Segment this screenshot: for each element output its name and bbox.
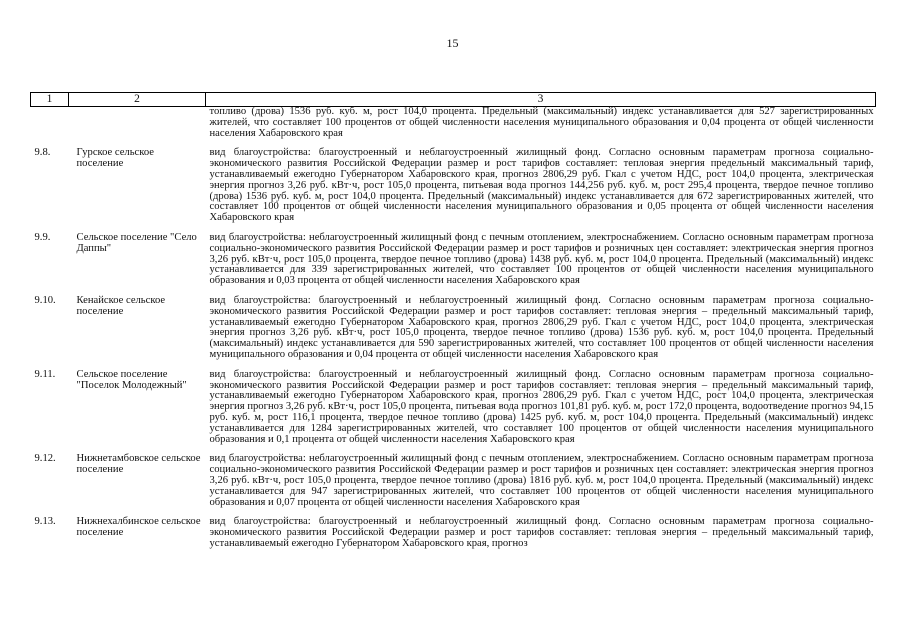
tariff-description: вид благоустройства: неблагоустроенный жилищный фонд с печным отоплением, электроснабжением. Согласно основным параметрам прогноза социально-экономического развития Российской Федерации размер и рост тарифов и розничных цен составляет: электрическая энергия прогноз 3,26 руб. кВт·ч, рост 105,0 процента, твердое печное топливо (дрова) 1438 руб. куб. м, рост 104,0 процента. Предельный (максимальный) индекс устанавливается для 339 зарегистрированных жителей, что составляет 100 процентов от общей численности населения муниципального образования и 0,03 процента от общей численности населения Хабаровского края (209, 231, 874, 287)
row-number: 9.10. (34, 294, 56, 306)
settlement-name (69, 107, 206, 149)
table-row (31, 370, 876, 455)
table-row (31, 107, 876, 149)
tariff-description: топливо (дрова) 1536 руб. куб. м, рост 104,0 процента. Предельный (максимальный) индекс устанавливается для 527 зарегистрированных жителей, что составляет 100 процентов от общей численности населения муниципального образования и 0,04 процента от общей численности населения Хабаровского края (209, 106, 874, 139)
table-row (31, 517, 876, 558)
column-header-1: 1 (31, 93, 69, 107)
tariff-description: вид благоустройства: благоустроенный и неблагоустроенный жилищный фонд. Согласно основным параметрам прогноза социально-экономического развития Российской Федерации размер и рост тарифов составляет: тепловая энергия – предельный максимальный тариф, устанавливаемый ежегодно Губернатором Хабаровского края, прогноз 2806,29 руб. Гкал с учетом НДС, рост 104,0 процента, электрическая энергия прогноз 3,26 руб. кВт·ч, рост 105,0 процента, питьевая вода прогноз 101,81 руб. куб. м, рост 172,0 процента, водоотведение прогноз 94,15 руб. куб. м, рост 116,1 процента, твердое печное топливо (дрова) 1425 руб. куб. м, рост 104,0 процента. Предельный (максимальный) индекс устанавливается для 1284 зарегистрированных жителей, что составляет 100 процентов от общей численности населения муниципального образования и 0,1 процента от общей численности населения Хабаровского края (209, 368, 874, 445)
settlement-name: Нижнетамбовское сельское поселение (76, 453, 201, 476)
table-row (31, 454, 876, 517)
row-number: 9.13. (34, 516, 56, 528)
row-number: 9.11. (34, 368, 56, 380)
settlement-name: Сельское поселение "Поселок Молодежный" (76, 368, 187, 391)
column-header-2: 2 (69, 93, 206, 107)
table-row (31, 233, 876, 296)
row-number (31, 107, 69, 149)
settlement-name: Сельское поселение "Село Даппы" (76, 231, 197, 254)
tariff-description: вид благоустройства: благоустроенный и неблагоустроенный жилищный фонд. Согласно основным параметрам прогноза социально-экономического развития Российской Федерации размер и рост тарифов составляет: тепловая энергия – предельный максимальный тариф, устанавливаемый ежегодно Губернатором Хабаровского края, прогноз 2806,29 руб. Гкал с учетом НДС, рост 104,0 процента, электрическая энергия прогноз 3,26 руб. кВт·ч, рост 105,0 процента, твердое печное топливо (дрова) 1536 руб. куб. м, рост 104,0 процента. Предельный (максимальный) индекс устанавливается для 590 зарегистрированных жителей, что составляет 100 процентов от общей численности населения муниципального образования и 0,04 процента от общей численности населения Хабаровского края (209, 294, 874, 360)
page-number: 15 (446, 36, 459, 50)
settlement-name: Гурское сельское поселение (76, 147, 154, 170)
column-header-3: 3 (206, 93, 876, 107)
row-number: 9.8. (34, 147, 51, 159)
row-number: 9.9. (34, 231, 51, 243)
header-row (31, 93, 876, 107)
tariff-description: вид благоустройства: неблагоустроенный жилищный фонд с печным отоплением, электроснабжением. Согласно основным параметрам прогноза социально-экономического развития Российской Федерации размер и рост тарифов и розничных цен составляет: электрическая энергия прогноз 3,26 руб. кВт·ч, рост 105,0 процента, твердое печное топливо (дрова) 1816 руб. куб. м, рост 104,0 процента. Предельный (максимальный) индекс устанавливается для 947 зарегистрированных жителей, что составляет 100 процентов от общей численности населения муниципального образования и 0,07 процента от общей численности населения Хабаровского края (209, 453, 874, 508)
settlement-name: Кенайское сельское поселение (76, 294, 166, 317)
table-row (31, 296, 876, 370)
settlement-name: Нижнехалбинское сельское поселение (76, 516, 201, 539)
row-number: 9.12. (34, 453, 56, 465)
table-row (31, 148, 876, 233)
tariff-description: вид благоустройства: благоустроенный и неблагоустроенный жилищный фонд. Согласно основным параметрам прогноза социально-экономического развития Российской Федерации размер и рост тарифов составляет: тепловая энергия – предельный максимальный тариф, устанавливаемый ежегодно Губернатором Хабаровского края, прогноз (209, 516, 874, 549)
tariff-table (30, 92, 876, 559)
tariff-description: вид благоустройства: благоустроенный и неблагоустроенный жилищный фонд. Согласно основным параметрам прогноза социально-экономического развития Российской Федерации размер и рост тарифов составляет: тепловая энергия предельный максимальный тариф, устанавливаемый ежегодно Губернатором Хабаровского края, прогноз 2806,29 руб. Гкал с учетом НДС, рост 104,0 процента, электрическая энергия прогноз 3,26 руб. кВт·ч, рост 105,0 процента, питьевая вода прогноз 144,256 руб. куб. м, рост 295,4 процента, твердое печное топливо (дрова) 1536 руб. куб. м, рост 104,0 процента. Предельный (максимальный) индекс устанавливается для 672 зарегистрированных жителей, что составляет 100 процентов от общей численности населения муниципального образования и 0,05 процента от общей численности населения Хабаровского края (209, 147, 874, 224)
